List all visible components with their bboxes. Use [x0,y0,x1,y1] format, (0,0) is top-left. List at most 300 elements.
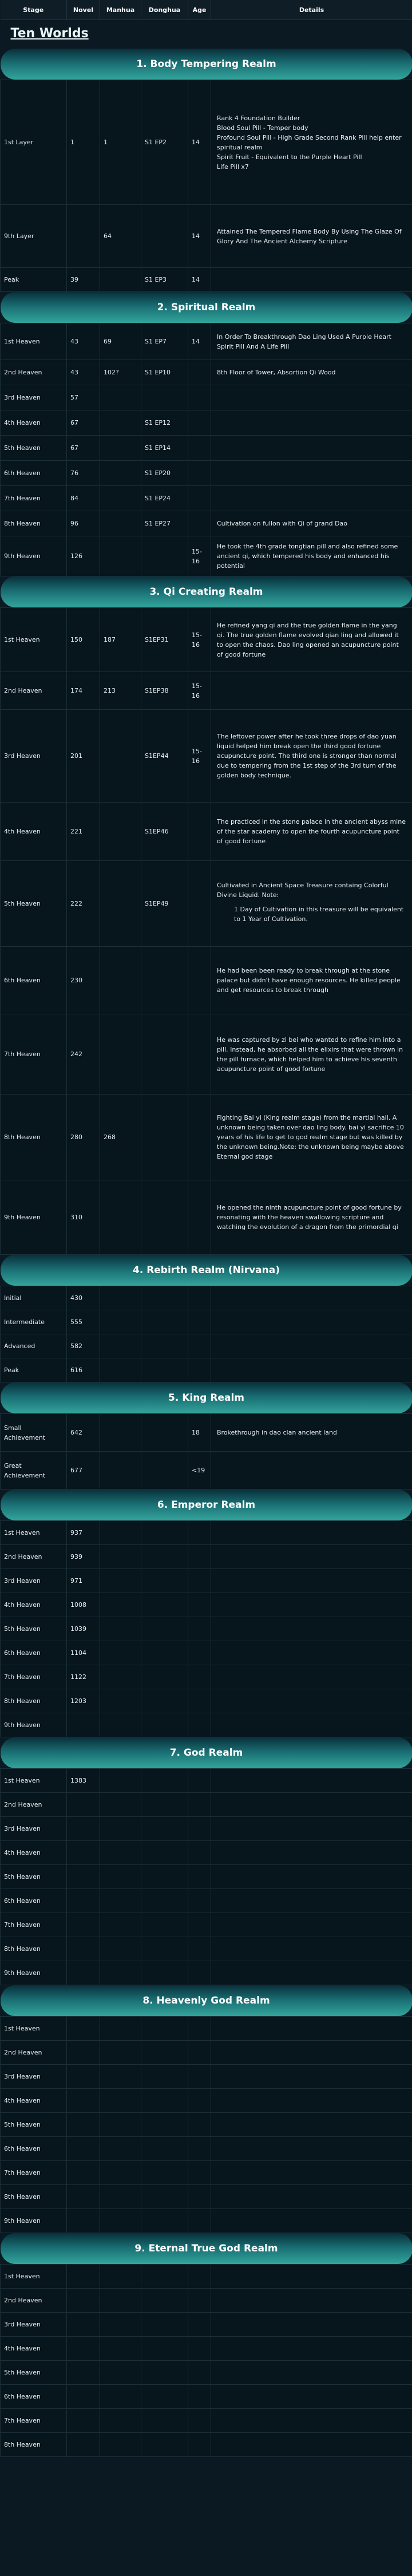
table-row [1,1414,412,1452]
cell-manhua [100,1689,141,1713]
cell-novel: 616 [67,1358,100,1382]
cell-novel: 971 [67,1569,100,1593]
cell-details [211,1310,412,1334]
cell-stage: 4th Heaven [1,410,67,436]
cell-details [211,1793,412,1817]
cell-donghua [141,1665,188,1689]
cell-details [211,1593,412,1617]
cell-donghua [141,1961,188,1985]
cell-novel [67,1713,100,1737]
cell-age [188,1095,211,1180]
cell-donghua [141,1865,188,1889]
cell-donghua [141,2385,188,2409]
cell-manhua [100,2313,141,2337]
table-body [1,20,412,2457]
cell-stage: 1st Heaven [1,1769,67,1793]
cell-donghua: S1 EP24 [141,486,188,511]
section-banner-row [1,49,412,80]
table-row [1,2337,412,2361]
cell-donghua [141,1310,188,1334]
cell-donghua: S1 EP27 [141,511,188,536]
cell-novel: 310 [67,1180,100,1255]
details-line: Life Pill x7 [217,163,249,171]
cell-age [188,2089,211,2113]
cell-manhua [100,1310,141,1334]
cell-manhua [100,1014,141,1095]
cell-manhua [100,2385,141,2409]
cell-stage: 9th Heaven [1,1180,67,1255]
cell-details [211,861,412,947]
table-row [1,1841,412,1865]
cell-novel [67,1889,100,1913]
details-line: Cultivated in Ancient Space Treasure containg Colorful Divine Liquid. Note: [217,881,389,899]
cell-age [188,2137,211,2161]
cell-age [188,2185,211,2209]
cell-donghua [141,2361,188,2385]
table-row [1,1545,412,1569]
details-line: Brokethrough in dao clan ancient land [217,1429,337,1436]
cell-stage: 2nd Heaven [1,2289,67,2313]
cell-donghua [141,1521,188,1545]
cell-details [211,2017,412,2041]
section-title: 1. Body Tempering Realm [1,49,412,80]
cell-novel [67,2385,100,2409]
section-banner-row [1,1255,412,1286]
cell-manhua [100,803,141,861]
section-banner-row [1,1985,412,2017]
cell-stage: 9th Layer [1,205,67,268]
cell-donghua [141,1889,188,1913]
cell-novel [67,2065,100,2089]
cell-manhua [100,1665,141,1689]
cell-age [188,2313,211,2337]
cell-donghua [141,1913,188,1937]
cell-details [211,80,412,205]
cell-age [188,1334,211,1358]
header-details: Details [211,0,412,20]
cell-details [211,205,412,268]
cell-manhua [100,1937,141,1961]
cell-donghua [141,1334,188,1358]
cell-age [188,2337,211,2361]
cell-age [188,461,211,486]
cell-donghua: S1 EP2 [141,80,188,205]
table-row [1,1889,412,1913]
cell-age [188,1865,211,1889]
cell-manhua: 213 [100,672,141,710]
cell-novel [67,2265,100,2289]
cell-manhua [100,536,141,576]
cell-details [211,1841,412,1865]
cell-manhua [100,1961,141,1985]
cell-novel: 67 [67,410,100,436]
cell-age: 14 [188,80,211,205]
cell-manhua [100,2409,141,2433]
cell-novel: 230 [67,947,100,1014]
cell-donghua [141,1414,188,1452]
table-row [1,1689,412,1713]
cell-novel: 1104 [67,1641,100,1665]
cell-stage: 3rd Heaven [1,1817,67,1841]
cell-manhua [100,2161,141,2185]
cell-manhua [100,511,141,536]
cell-stage: 7th Heaven [1,1014,67,1095]
cell-age: 15-16 [188,608,211,672]
cell-donghua [141,1358,188,1382]
table-header [1,0,412,20]
cell-manhua: 187 [100,608,141,672]
table-row [1,1358,412,1382]
cell-age: 14 [188,268,211,292]
cell-donghua [141,2209,188,2233]
cell-stage: Advanced [1,1334,67,1358]
cell-novel [67,2289,100,2313]
header-donghua: Donghua [141,0,188,20]
cell-age [188,2289,211,2313]
cell-donghua [141,1937,188,1961]
title-row [1,20,412,49]
cell-details [211,2361,412,2385]
cell-stage: 9th Heaven [1,1961,67,1985]
cell-manhua [100,2185,141,2209]
cell-novel: 43 [67,323,100,360]
cell-novel: 677 [67,1452,100,1490]
table-row [1,1095,412,1180]
cell-details [211,1569,412,1593]
cell-manhua [100,1569,141,1593]
cell-manhua [100,947,141,1014]
cell-donghua [141,2113,188,2137]
cell-manhua [100,1817,141,1841]
section-banner-row [1,1737,412,1769]
cell-age [188,1841,211,1865]
cell-details [211,1180,412,1255]
table-row [1,1452,412,1490]
cell-stage: 2nd Heaven [1,1793,67,1817]
cell-details [211,2041,412,2065]
table-row [1,360,412,385]
cell-stage: 7th Heaven [1,486,67,511]
section-banner-row [1,576,412,608]
cell-details [211,511,412,536]
details-line: 8th Floor of Tower, Absortion Qi Wood [217,369,336,376]
cell-age [188,1961,211,1985]
cell-stage: 4th Heaven [1,2089,67,2113]
cell-donghua [141,1793,188,1817]
cell-manhua [100,2041,141,2065]
table-row [1,1641,412,1665]
cell-manhua [100,1414,141,1452]
cell-stage: 3rd Heaven [1,2065,67,2089]
cell-details [211,947,412,1014]
cell-details [211,1521,412,1545]
cell-age [188,1617,211,1641]
cell-details [211,672,412,710]
cell-novel [67,2185,100,2209]
cell-details [211,1713,412,1737]
table-row [1,2209,412,2233]
section-title: 5. King Realm [1,1382,412,1413]
cell-details [211,1414,412,1452]
cell-novel: 1383 [67,1769,100,1793]
cell-manhua [100,2137,141,2161]
cell-details [211,2289,412,2313]
cell-stage: 6th Heaven [1,2385,67,2409]
cell-age: 15-16 [188,672,211,710]
cell-age [188,1545,211,1569]
cell-details [211,360,412,385]
cell-age [188,1817,211,1841]
table-row [1,1569,412,1593]
cell-donghua [141,1286,188,1310]
cell-novel: 1 [67,80,100,205]
cell-age: 15-16 [188,710,211,803]
cell-stage: 4th Heaven [1,1593,67,1617]
cell-age: <19 [188,1452,211,1490]
cell-stage: 4th Heaven [1,1841,67,1865]
cell-details [211,2385,412,2409]
cell-novel: 1122 [67,1665,100,1689]
table-row [1,1593,412,1617]
cell-manhua [100,861,141,947]
section-banner-row [1,2233,412,2265]
cell-novel [67,205,100,268]
cell-manhua [100,1617,141,1641]
cell-details [211,1545,412,1569]
cell-donghua [141,1180,188,1255]
cell-manhua [100,710,141,803]
cell-stage: 5th Heaven [1,861,67,947]
cell-details [211,323,412,360]
cell-stage: 8th Heaven [1,1689,67,1713]
cell-details [211,536,412,576]
cell-manhua [100,410,141,436]
table-row [1,461,412,486]
cell-age [188,1358,211,1382]
cell-details [211,268,412,292]
cell-donghua [141,947,188,1014]
cell-age [188,803,211,861]
cell-details [211,1014,412,1095]
cell-manhua [100,1913,141,1937]
cell-age [188,2065,211,2089]
cell-manhua [100,2113,141,2137]
cell-novel [67,1937,100,1961]
details-line: Blood Soul Pill - Temper body [217,124,308,132]
cell-donghua [141,2289,188,2313]
table-row [1,2361,412,2385]
cell-donghua [141,1545,188,1569]
table-row [1,2265,412,2289]
table-row [1,1865,412,1889]
cell-age [188,2265,211,2289]
cell-donghua: S1EP31 [141,608,188,672]
cell-details [211,608,412,672]
cell-age [188,2017,211,2041]
table-row [1,511,412,536]
cell-donghua [141,2409,188,2433]
cell-novel: 242 [67,1014,100,1095]
table-row [1,1617,412,1641]
cell-details [211,2265,412,2289]
table-row [1,1961,412,1985]
table-row [1,2137,412,2161]
table-row [1,323,412,360]
cell-novel [67,2041,100,2065]
cell-age [188,410,211,436]
cell-donghua [141,2265,188,2289]
cell-donghua [141,1617,188,1641]
table-row [1,1713,412,1737]
cell-manhua [100,2017,141,2041]
cell-donghua: S1 EP12 [141,410,188,436]
cell-novel: 221 [67,803,100,861]
cell-novel [67,1841,100,1865]
cell-age [188,1913,211,1937]
cell-details [211,1665,412,1689]
cell-novel: 1039 [67,1617,100,1641]
cell-donghua [141,2313,188,2337]
cell-donghua [141,1014,188,1095]
cell-donghua [141,1689,188,1713]
cell-novel: 67 [67,436,100,461]
details-line: He opened the ninth acupuncture point of good fortune by resonating with the heaven swallowing scripture and watching the evolution of a dragon from the primordial qi [217,1204,402,1231]
cell-novel [67,1793,100,1817]
cell-details [211,1961,412,1985]
cell-stage: 1st Heaven [1,2017,67,2041]
cell-age: 14 [188,205,211,268]
cell-manhua: 268 [100,1095,141,1180]
table-row [1,710,412,803]
cell-age [188,1937,211,1961]
table-row [1,2113,412,2137]
table-row [1,268,412,292]
cell-details [211,410,412,436]
cell-details [211,385,412,410]
cell-stage: 5th Heaven [1,2113,67,2137]
cell-age [188,1569,211,1593]
cell-age [188,947,211,1014]
cell-details [211,2433,412,2457]
section-banner-row [1,1490,412,1521]
cell-novel [67,2409,100,2433]
cell-age [188,1769,211,1793]
cell-details [211,710,412,803]
cell-stage: 6th Heaven [1,461,67,486]
section-title: 3. Qi Creating Realm [1,576,412,607]
cell-manhua [100,2289,141,2313]
cell-stage: 8th Heaven [1,1095,67,1180]
cell-stage: 2nd Heaven [1,2041,67,2065]
cell-stage: 5th Heaven [1,436,67,461]
cell-manhua [100,1545,141,1569]
cell-novel [67,2361,100,2385]
cell-donghua [141,1095,188,1180]
cell-age [188,2385,211,2409]
cell-details [211,1358,412,1382]
cell-age [188,2209,211,2233]
cell-details [211,1617,412,1641]
table-row [1,436,412,461]
cell-details [211,2137,412,2161]
details-line: He had been been ready to break through at the stone palace but didn't have enough resources. He killed people and get resources to break through [217,967,401,994]
table-row [1,2385,412,2409]
details-line: Attained The Tempered Flame Body By Using The Glaze Of Glory And The Ancient Alchemy Scripture [217,227,402,245]
cell-novel: 1203 [67,1689,100,1713]
cell-details [211,1865,412,1889]
cell-manhua: 102? [100,360,141,385]
cell-stage: 1st Heaven [1,2265,67,2289]
cell-stage: 3rd Heaven [1,1569,67,1593]
cell-details [211,2113,412,2137]
cell-stage: 2nd Heaven [1,672,67,710]
cell-manhua [100,1769,141,1793]
cell-stage: 9th Heaven [1,536,67,576]
cell-details [211,1889,412,1913]
cell-age [188,1521,211,1545]
cell-manhua [100,2265,141,2289]
cell-stage: Initial [1,1286,67,1310]
cell-donghua [141,2185,188,2209]
table-row [1,2409,412,2433]
cell-stage: Intermediate [1,1310,67,1334]
cell-age: 18 [188,1414,211,1452]
cell-manhua [100,1841,141,1865]
table-row [1,536,412,576]
cell-novel [67,1913,100,1937]
table-row [1,2065,412,2089]
cell-details [211,1913,412,1937]
cell-novel [67,2209,100,2233]
cell-novel: 642 [67,1414,100,1452]
cell-stage: 4th Heaven [1,803,67,861]
cell-novel: 84 [67,486,100,511]
page-title: Ten Worlds [10,26,89,41]
cell-age [188,1593,211,1617]
cell-novel: 582 [67,1334,100,1358]
cell-donghua: S1 EP20 [141,461,188,486]
table-row [1,2017,412,2041]
details-line: Rank 4 Foundation Builder [217,114,300,122]
cell-age [188,360,211,385]
cell-donghua [141,2433,188,2457]
table-row [1,1665,412,1689]
section-banner-row [1,292,412,323]
cell-manhua [100,2209,141,2233]
cell-donghua [141,1569,188,1593]
cell-stage: 2nd Heaven [1,360,67,385]
cell-manhua [100,2065,141,2089]
cell-stage: 3rd Heaven [1,385,67,410]
cell-donghua: S1 EP10 [141,360,188,385]
cell-manhua [100,1521,141,1545]
header-manhua: Manhua [100,0,141,20]
cell-details [211,1689,412,1713]
table-row [1,2185,412,2209]
cell-details [211,1641,412,1665]
cell-age: 15-16 [188,536,211,576]
table-row [1,1334,412,1358]
cell-details [211,2209,412,2233]
section-title: 8. Heavenly God Realm [1,1985,412,2016]
details-line: Profound Soul Pill - High Grade Second Rank Pill help enter spiritual realm [217,133,402,151]
cell-age [188,1286,211,1310]
table-row [1,2289,412,2313]
cell-novel [67,2017,100,2041]
cell-stage: 5th Heaven [1,1617,67,1641]
details-line: Spirit Fruit - Equivalent to the Purple Heart Pill [217,153,362,161]
cell-stage: 7th Heaven [1,2161,67,2185]
